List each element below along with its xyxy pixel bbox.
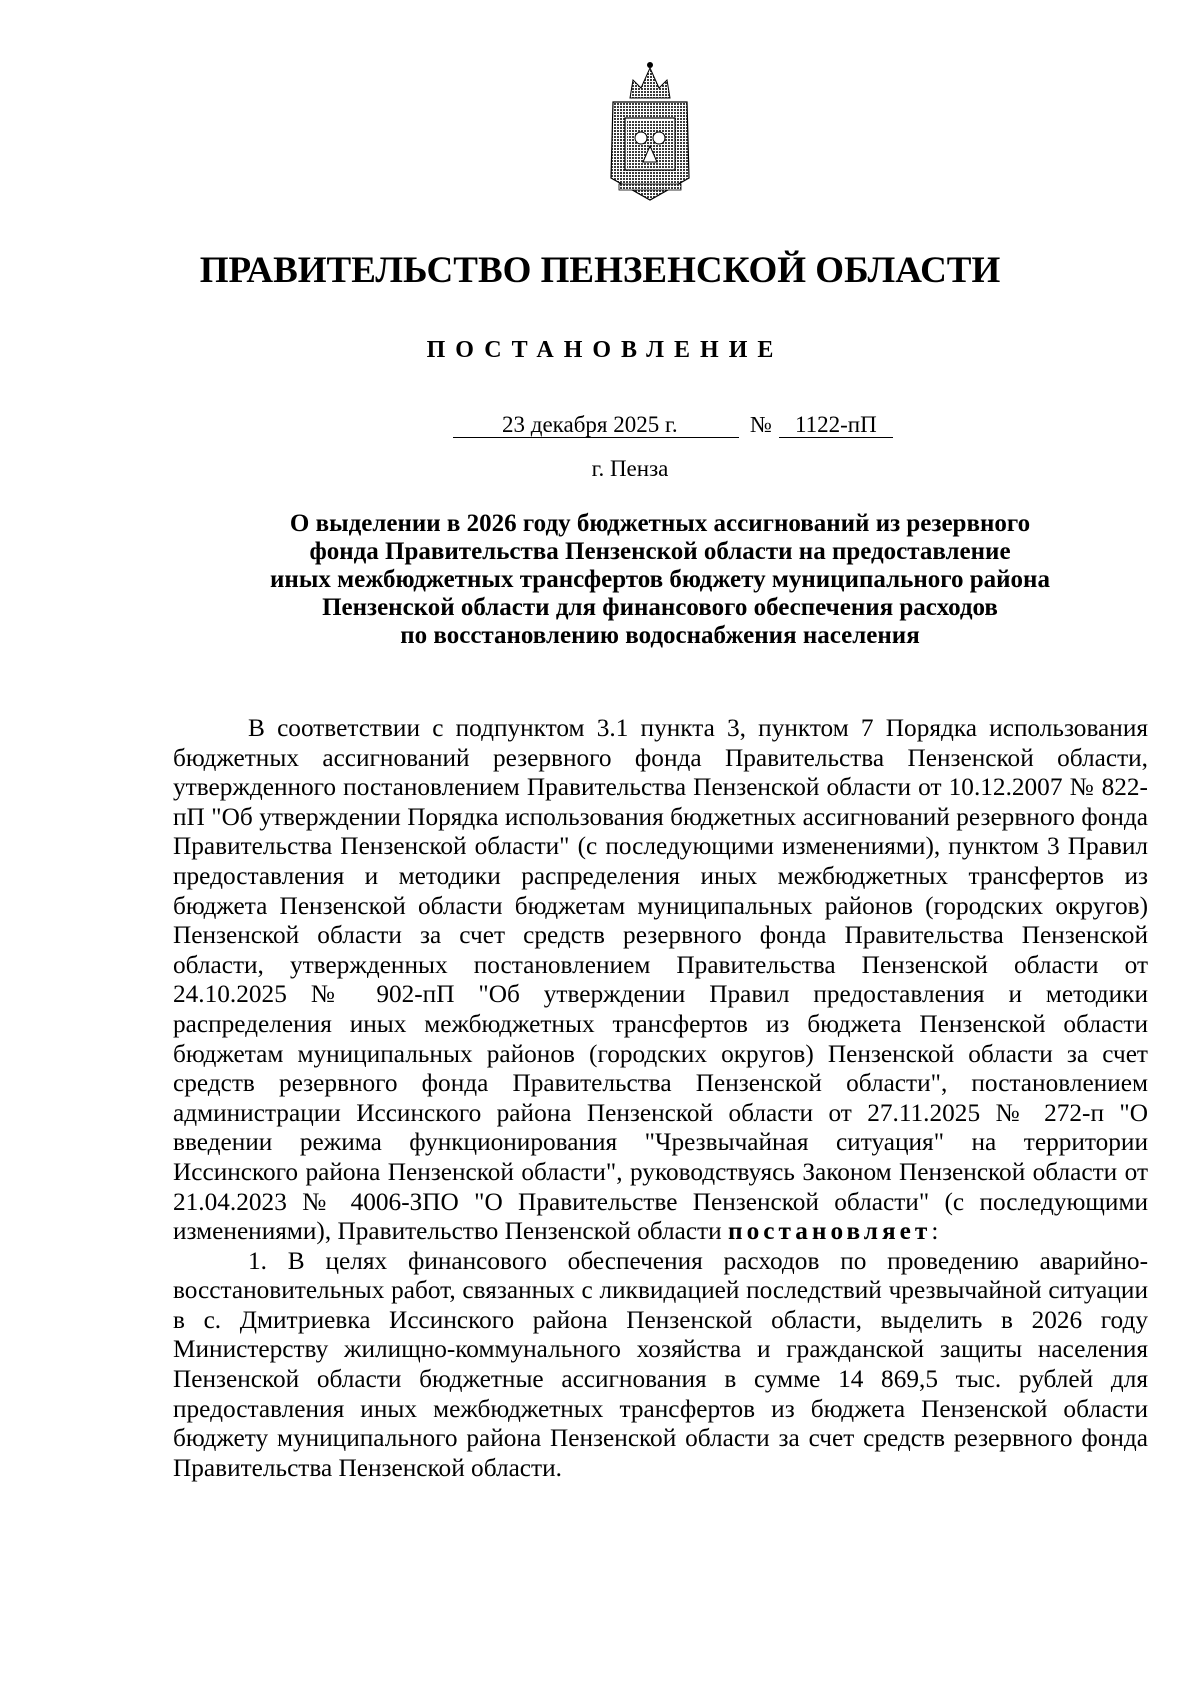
preamble-text: В соответствии с подпунктом 3.1 пункта 3, пунктом 7 Порядка использования бюджетных ассигнований резервного фонда Правительства Пензенской области, утвержденного постановлением Правительства Пензенской области от 10.12.2007 № 822-пП "Об утверждении Порядка использования бюджетных ассигнований резервного фонда Правительства Пензенской области" (с последующими изменениями), пунктом 3 Правил предоставления и методики распределения иных межбюджетных трансфертов из бюджета Пензенской области бюджетам муниципальных районов (городских округов) Пензенской области за счет средств резервного фонда Правительства Пензенской области, утвержденных постановлением Правительства Пензенской области от 24.10.2025 № 902-пП "Об утверждении Правил предоставления и методики распределения иных межбюджетных трансфертов из бюджета Пензенской области бюджетам муниципальных районов (городских округов) Пензенской области за счет средств резервного фонда Правительства Пензенской области", постановлением администрации Иссинского района Пензенской области от 27.11.2025 № 272-п "О введении режима функционирования "Чрезвычайная ситуация" на территории Иссинского района Пензенской области", руководствуясь Законом Пензенской области от 21.04.2023 № 4006-ЗПО "О Правительстве Пензенской области" (с последующими изменениями), Правительство Пензенской области <box>173 714 1148 1246</box>
document-city: г. Пенза <box>591 456 669 481</box>
decree-colon: : <box>931 1217 939 1246</box>
government-title: ПРАВИТЕЛЬСТВО ПЕНЗЕНСКОЙ ОБЛАСТИ <box>199 250 1001 291</box>
number-sign: № <box>750 412 772 437</box>
subject-line: иных межбюджетных трансфертов бюджету муниципального района <box>270 566 1050 593</box>
subject-line: Пензенской области для финансового обеспечения расходов <box>322 594 998 621</box>
document-number: 1122-пП <box>795 412 877 437</box>
document-type: ПОСТАНОВЛЕНИЕ <box>426 337 784 363</box>
item-1-paragraph: 1. В целях финансового обеспечения расходов по проведению аварийно-восстановительных работ, связанных с ликвидацией последствий чрезвычайной ситуации в с. Дмитриевка Иссинского района Пензенской области, выделить в 2026 году Министерству жилищно-коммунального хозяйства и гражданской защиты населения Пензенской области бюджетные ассигнования в сумме 14 869,5 тыс. рублей для предоставления иных межбюджетных трансфертов из бюджета Пензенской области бюджету муниципального района Пензенской области за счет средств резервного фонда Правительства Пензенской области. <box>173 1246 1148 1482</box>
coat-of-arms-icon <box>605 58 695 208</box>
document-subject <box>170 510 1150 650</box>
subject-line: по восстановлению водоснабжения населения <box>400 622 920 649</box>
document-body <box>173 714 1148 1483</box>
document-date: 23 декабря 2025 г. <box>502 412 678 437</box>
decree-word: постановляет <box>728 1217 932 1246</box>
preamble-paragraph <box>173 714 1148 1247</box>
subject-line: фонда Правительства Пензенской области на предоставление <box>309 538 1011 565</box>
subject-line: О выделении в 2026 году бюджетных ассигнований из резервного <box>289 510 1031 537</box>
